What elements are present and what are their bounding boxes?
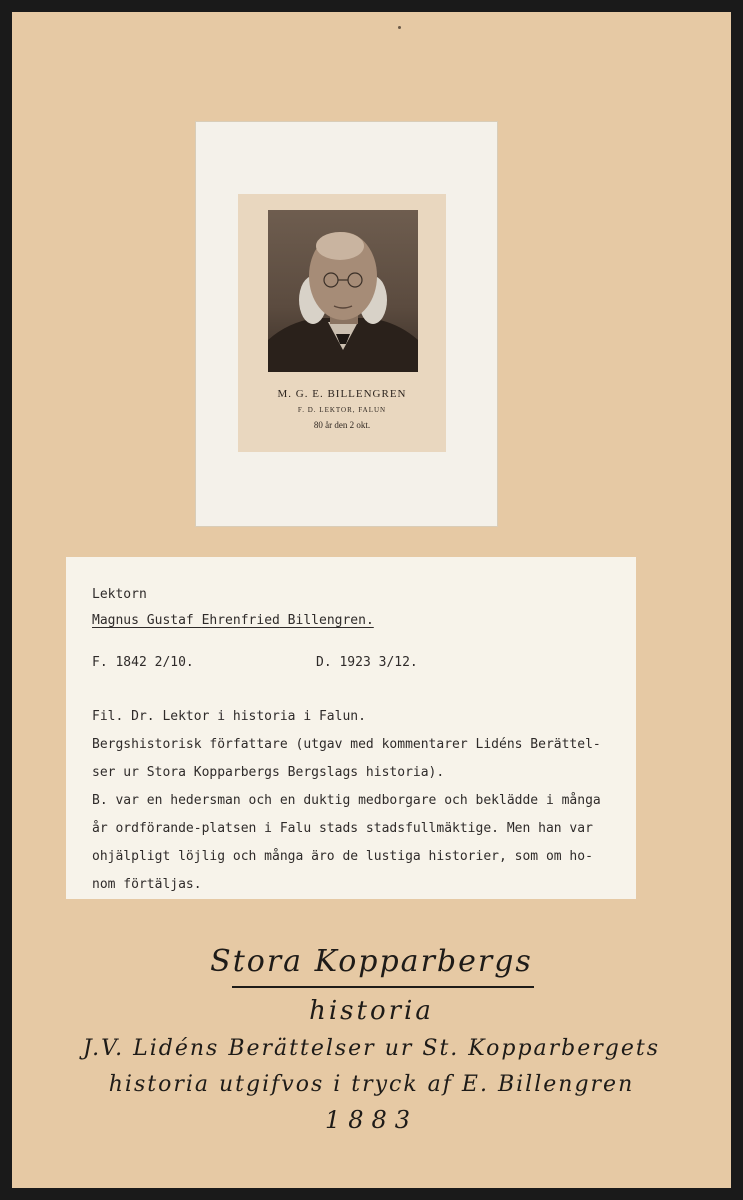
pin-mark [398,26,401,29]
handwritten-subtitle: historia [309,996,434,1026]
card-text-line: ser ur Stora Kopparbergs Bergslags historia). [92,765,445,780]
card-text-line: ohjälpligt löjlig och många äro de lustiga historier, som om ho- [92,849,593,864]
portrait-photo [268,210,418,372]
handwritten-line: J.V. Lidéns Berättelser ur St. Kopparbergets [82,1036,661,1061]
handwritten-line: historia utgifvos i tryck af E. Billengren [108,1072,635,1097]
caption-title: F. D. LEKTOR, FALUN [297,406,387,414]
card-heading: Lektorn [92,587,147,602]
photo-mount [238,194,446,452]
handwritten-year: 1883 [324,1106,419,1134]
card-full-name [92,613,374,628]
card-text-line: B. var en hedersman och en duktig medborgare och beklädde i många [92,793,601,808]
typed-index-card [66,557,636,899]
card-text-line: Fil. Dr. Lektor i historia i Falun. [92,709,366,724]
title-underline [232,986,534,988]
card-text-line: nom förtäljas. [92,877,202,892]
card-text-line: år ordförande-platsen i Falu stads stadsfullmäktige. Men han var [92,821,593,836]
name-middle: Ehrenfried [201,613,280,628]
handwritten-title: Stora Kopparbergs [210,944,533,979]
name-last: Billengren. [279,613,374,628]
caption-name: M. G. E. BILLENGREN [277,388,407,400]
name-first: Magnus Gustaf [92,613,202,628]
birth-date: F. 1842 2/10. [92,655,194,670]
caption-age: 80 år den 2 okt. [313,420,371,430]
death-date: D. 1923 3/12. [316,655,418,670]
card-text-line: Bergshistorisk författare (utgav med kommentarer Lidéns Berättel- [92,737,601,752]
photo-card [196,122,497,526]
